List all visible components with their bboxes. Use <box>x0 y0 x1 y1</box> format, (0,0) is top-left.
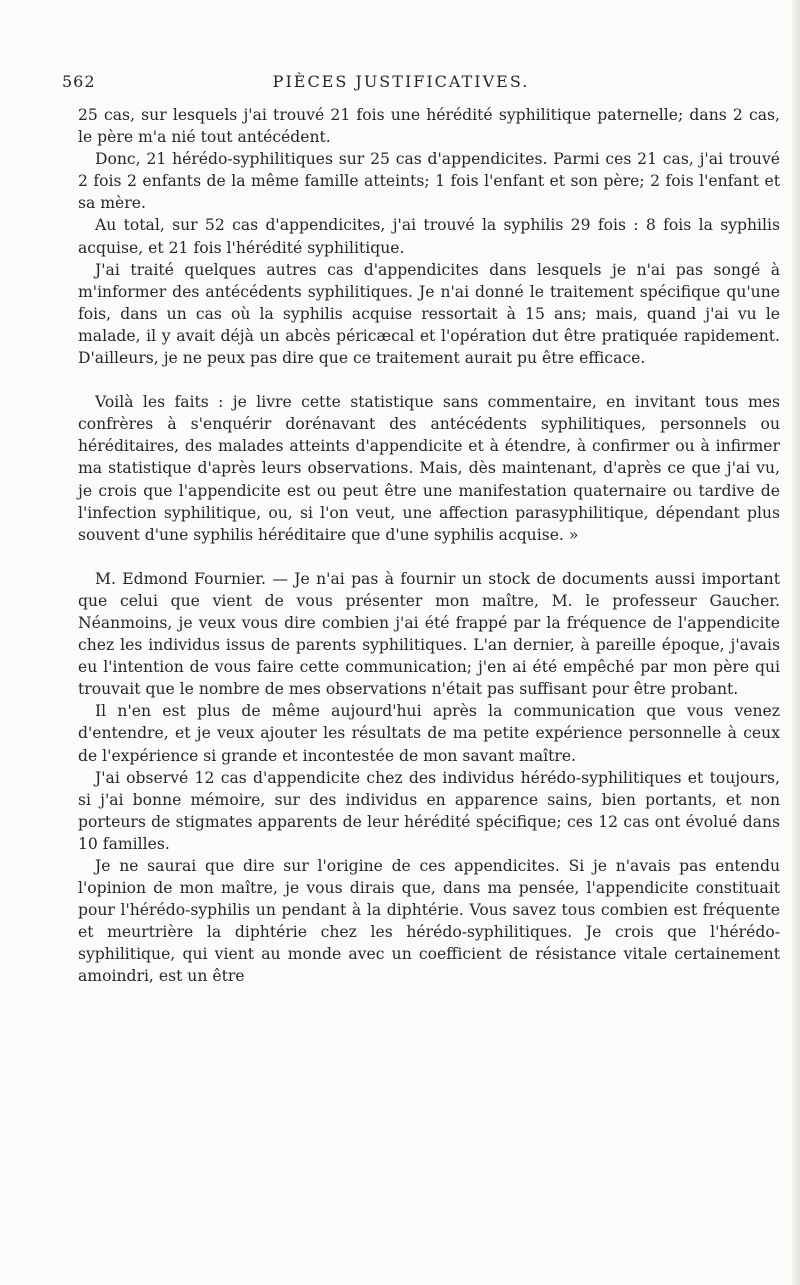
page-number: 562 <box>62 72 96 91</box>
paragraph-5: Voilà les faits : je livre cette statistique sans commentaire, en invitant tous mes confrères à s'enquérir dorénavant des antécédents syphilitiques, personnels ou héréditaires, des malades atteints d'appendicite et à étendre, à confirmer ou à infirmer ma statistique d'après leurs observations. Mais, dès maintenant, d'après ce que j'ai vu, je crois que l'appendicite est ou peut être une manifestation quaternaire ou tardive de l'infection syphilitique, ou, si l'on veut, une affection parasyphilitique, dépendant plus souvent d'une syphilis héréditaire que d'une syphilis acquise. » <box>78 393 780 544</box>
paragraph-6: M. Edmond Fournier. — Je n'ai pas à fournir un stock de documents aussi important que celui que vient de vous présenter mon maître, M. le professeur Gaucher. Néanmoins, je veux vous dire combien j'ai été frappé par la fréquence de l'appendicite chez les individus issus de parents syphilitiques. L'an dernier, à pareille époque, j'avais eu l'intention de vous faire cette communication; j'en ai été empêché par mon père qui trouvait que le nombre de mes observations n'était pas suffisant pour être probant. <box>78 569 780 699</box>
paragraph-4: J'ai traité quelques autres cas d'appendicites dans lesquels je n'ai pas songé à m'informer des antécédents syphilitiques. Je n'ai donné le traitement spécifique qu'une fois, dans un cas où la syphilis acquise ressortait à 15 ans; mais, quand j'ai vu le malade, il y avait déjà un abcès péricæcal et l'opération dut être pratiquée rapidement. D'ailleurs, je ne peux pas dire que ce traitement aurait pu être efficace. <box>78 260 780 368</box>
body-text <box>78 104 780 988</box>
paragraph-1: 25 cas, sur lesquels j'ai trouvé 21 fois une hérédité syphilitique paternelle; dans 2 cas, le père m'a nié tout antécédent. <box>78 106 780 147</box>
paragraph-2: Donc, 21 hérédo-syphilitiques sur 25 cas d'appendicites. Parmi ces 21 cas, j'ai trouvé 2 fois 2 enfants de la même famille atteints; 1 fois l'enfant et son père; 2 fois l'enfant et sa mère. <box>78 150 780 213</box>
paragraph-3: Au total, sur 52 cas d'appendicites, j'ai trouvé la syphilis 29 fois : 8 fois la syphilis acquise, et 21 fois l'hérédité syphilitique. <box>78 216 780 257</box>
paragraph-7: Il n'en est plus de même aujourd'hui après la communication que vous venez d'entendre, et je veux ajouter les résultats de ma petite expérience personnelle à ceux de l'expérience si grande et incontestée de mon savant maître. <box>78 702 780 765</box>
paragraph-8: J'ai observé 12 cas d'appendicite chez des individus hérédo-syphilitiques et toujours, si j'ai bonne mémoire, sur des individus en apparence sains, bien portants, et non porteurs de stigmates apparents de leur hérédité spécifique; ces 12 cas ont évolué dans 10 familles. <box>78 768 780 853</box>
running-title: PIÈCES JUSTIFICATIVES. <box>272 72 530 91</box>
running-header <box>62 72 740 94</box>
page-edge-shadow <box>790 0 800 1285</box>
paragraph-9: Je ne saurai que dire sur l'origine de ces appendicites. Si je n'avais pas entendu l'opinion de mon maître, je vous dirais que, dans ma pensée, l'appendicite constituait pour l'hérédo-syphilis un pendant à la diphtérie. Vous savez tous combien est fréquente et meurtrière la diphtérie chez les hérédo-syphilitiques. Je crois que l'hérédo-syphilitique, qui vient au monde avec un coefficient de résistance vitale certainement amoindri, est un être <box>78 857 780 986</box>
